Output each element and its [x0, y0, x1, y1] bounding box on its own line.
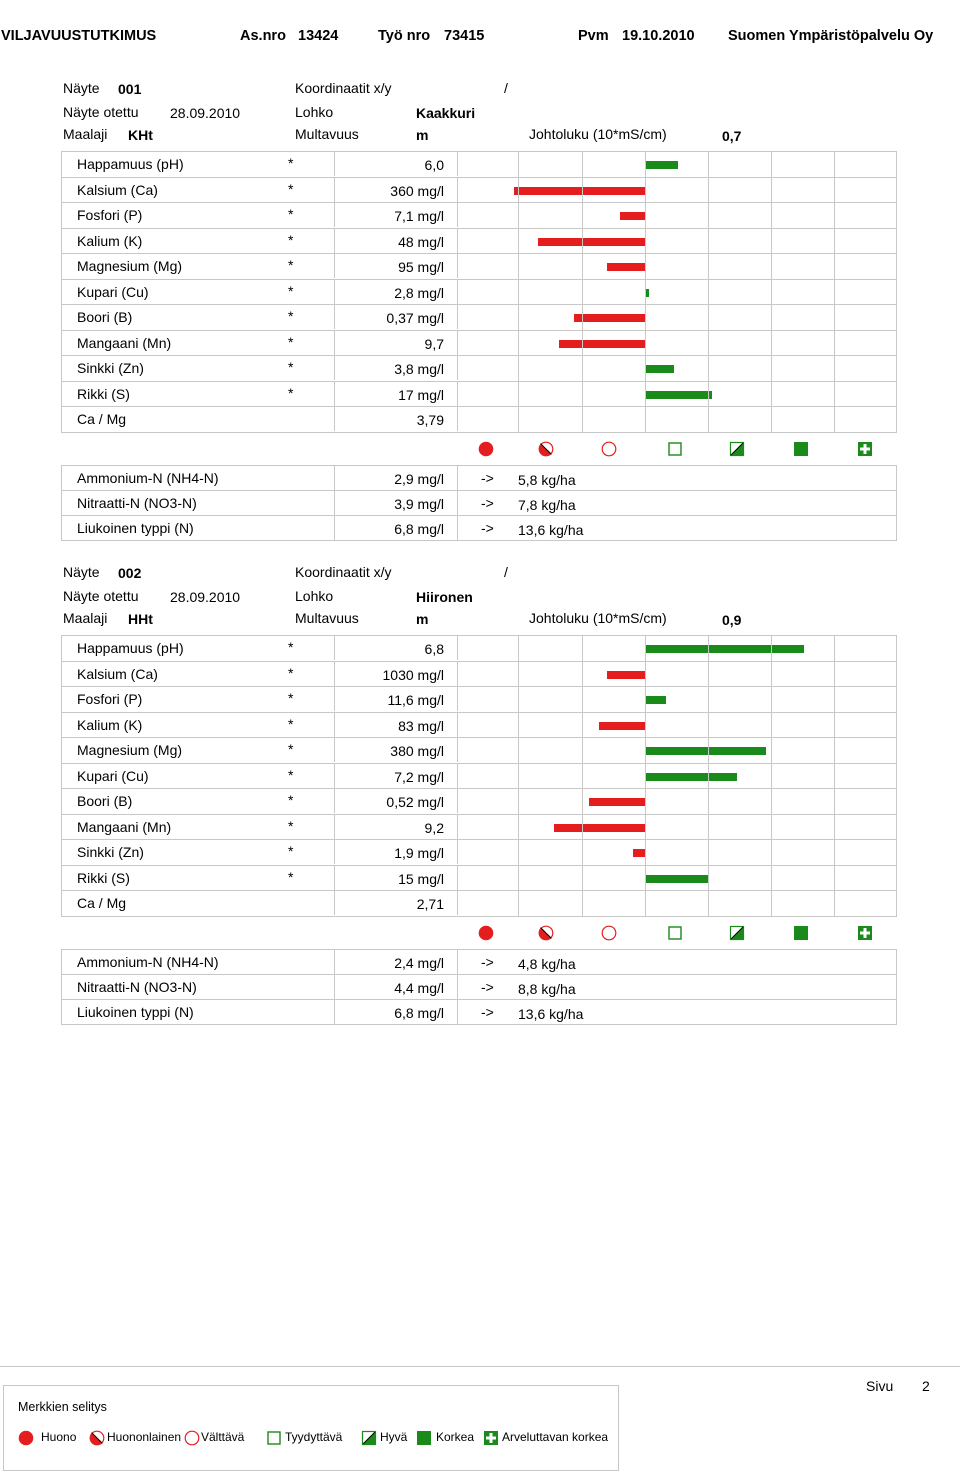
huononlainen-icon: [89, 1430, 105, 1446]
huono-icon: [478, 441, 494, 457]
tyydyttava-icon: [667, 441, 683, 457]
nitrogen-name: Liukoinen typpi (N): [77, 520, 194, 536]
accredited-mark: *: [288, 792, 294, 808]
value-cell: [334, 151, 458, 176]
accredited-mark: *: [288, 766, 294, 783]
conductivity-label: Johtoluku (10*mS/cm): [529, 126, 667, 142]
level-bar: [646, 391, 712, 399]
value-cell: [334, 999, 458, 1024]
nutrient-name: Magnesium (Mg): [77, 742, 183, 758]
nutrient-value: 11,6 mg/l: [387, 692, 444, 708]
value-cell: [334, 279, 458, 304]
nutrient-name: Sinkki (Zn): [77, 844, 144, 860]
sample-label: Näyte: [63, 564, 100, 580]
nutrient-name: Kupari (Cu): [77, 283, 149, 300]
table-row: [61, 950, 897, 975]
nutrient-name: Magnesium (Mg): [77, 258, 183, 274]
grid-line: [708, 636, 709, 917]
grid-line: [771, 152, 772, 433]
nutrient-value: 95 mg/l: [398, 259, 444, 275]
coords-label: Koordinaatit x/y: [295, 564, 392, 580]
legend-title: Merkkien selitys: [18, 1400, 107, 1414]
nutrient-value: 3,8 mg/l: [394, 361, 444, 377]
level-bar: [559, 340, 646, 348]
accredited-mark: *: [288, 282, 294, 299]
nutrient-value: 9,2: [424, 819, 444, 836]
accredited-mark: *: [288, 206, 294, 222]
level-bar: [514, 187, 646, 195]
sample-date: 28.09.2010: [170, 589, 241, 605]
korkea-icon: [793, 925, 809, 941]
nutrient-name: Happamuus (pH): [77, 640, 184, 656]
humus-value: m: [416, 611, 429, 627]
nutrient-value: 2,71: [416, 896, 444, 912]
nitrogen-value: 6,8 mg/l: [394, 1005, 444, 1021]
korkea-icon: [793, 441, 809, 457]
valttava-icon: [601, 441, 617, 457]
parcel-label: Lohko: [295, 104, 334, 120]
grid-line: [834, 636, 835, 917]
level-bar: [646, 747, 766, 755]
coords-label: Koordinaatit x/y: [295, 80, 392, 96]
legend-label: Korkea: [436, 1430, 475, 1444]
nutrient-name: Sinkki (Zn): [77, 360, 144, 376]
value-cell: [334, 635, 458, 660]
pvm-value: 19.10.2010: [622, 28, 695, 44]
huono-icon: [478, 925, 494, 941]
accredited-mark: *: [288, 231, 294, 248]
value-cell: [334, 661, 458, 686]
tyonro-label: Työ nro: [378, 28, 431, 44]
coords-slash: /: [504, 80, 508, 96]
nutrient-name: Mangaani (Mn): [77, 818, 172, 835]
tyonro-value: 73415: [444, 28, 485, 44]
parcel-name: Hiironen: [416, 589, 473, 605]
nutrient-name: Kupari (Cu): [77, 767, 149, 784]
level-bar: [646, 696, 666, 704]
legend-label: Hyvä: [380, 1430, 408, 1444]
page-number: 2: [922, 1378, 930, 1394]
nitrogen-kg: 13,6 kg/ha: [518, 522, 584, 538]
sample-id: 002: [118, 565, 142, 581]
arrow-label: ->: [481, 1004, 494, 1020]
nutrient-name: Ca / Mg: [77, 895, 127, 911]
analysis-table: [61, 151, 897, 433]
table-row: [61, 516, 897, 541]
value-cell: [334, 839, 458, 864]
legend-label: Välttävä: [201, 1430, 245, 1444]
soil-label: Maalaji: [63, 126, 108, 142]
level-bar: [589, 798, 646, 806]
footer-divider: [0, 1366, 960, 1367]
nitrogen-value: 6,8 mg/l: [394, 521, 444, 537]
soil-type: KHt: [128, 127, 153, 143]
nutrient-name: Happamuus (pH): [77, 156, 184, 172]
accredited-mark: *: [288, 741, 294, 757]
coords-slash: /: [504, 564, 508, 580]
legend-label: Huononlainen: [107, 1430, 182, 1444]
humus-label: Multavuus: [295, 610, 359, 626]
nutrient-value: 360 mg/l: [390, 182, 444, 199]
lab-name: VILJAVUUSTUTKIMUS: [1, 28, 157, 44]
accredited-mark: *: [288, 690, 294, 706]
humus-value: m: [416, 127, 429, 143]
nitrogen-value: 3,9 mg/l: [394, 496, 444, 512]
value-cell: [334, 515, 458, 540]
value-cell: [334, 686, 458, 711]
hyva-icon: [729, 925, 745, 941]
grid-line: [582, 636, 583, 917]
level-bar: [646, 875, 709, 883]
value-cell: [334, 465, 458, 490]
grid-line: [645, 636, 646, 917]
nitrogen-value: 2,9 mg/l: [394, 471, 444, 487]
nutrient-value: 83 mg/l: [398, 717, 444, 734]
arrow-label: ->: [481, 495, 494, 511]
level-bar: [620, 212, 646, 220]
value-cell: [334, 737, 458, 762]
nitrogen-kg: 7,8 kg/ha: [518, 497, 576, 513]
value-cell: [334, 228, 458, 253]
value-cell: [334, 490, 458, 515]
tyydyttava-icon: [266, 1430, 282, 1446]
level-bar: [554, 824, 646, 832]
sample-id: 001: [118, 81, 142, 97]
conductivity-label: Johtoluku (10*mS/cm): [529, 610, 667, 626]
nutrient-name: Kalsium (Ca): [77, 181, 158, 198]
value-cell: [334, 788, 458, 813]
arrow-label: ->: [481, 954, 494, 970]
accredited-mark: *: [288, 639, 294, 655]
nutrient-name: Kalium (K): [77, 232, 143, 249]
table-row: [61, 1000, 897, 1025]
accredited-mark: *: [288, 715, 294, 732]
nutrient-name: Kalium (K): [77, 716, 143, 733]
value-cell: [334, 865, 458, 890]
nutrient-value: 6,8: [424, 641, 444, 657]
accredited-mark: *: [288, 257, 294, 273]
value-cell: [334, 381, 458, 406]
nutrient-name: Kalsium (Ca): [77, 665, 158, 682]
value-cell: [334, 355, 458, 380]
valttava-icon: [184, 1430, 200, 1446]
soil-type: HHt: [128, 611, 153, 627]
sample-label: Näyte: [63, 80, 100, 96]
soil-label: Maalaji: [63, 610, 108, 626]
nitrogen-kg: 8,8 kg/ha: [518, 981, 576, 997]
accredited-mark: *: [288, 359, 294, 375]
nitrogen-name: Ammonium-N (NH4-N): [77, 954, 219, 970]
level-bar: [646, 365, 674, 373]
level-bar: [646, 645, 804, 653]
korkea-icon: [416, 1430, 432, 1446]
arrow-label: ->: [481, 470, 494, 486]
huono-icon: [18, 1430, 34, 1446]
nitrogen-value: 2,4 mg/l: [394, 955, 444, 971]
level-bar: [646, 773, 737, 781]
value-cell: [334, 890, 458, 915]
pvm-label: Pvm: [578, 28, 609, 44]
accredited-mark: *: [288, 180, 294, 197]
analysis-table: [61, 635, 897, 917]
sampled-label: Näyte otettu: [63, 588, 139, 604]
accredited-mark: *: [288, 843, 294, 859]
nutrient-name: Fosfori (P): [77, 691, 143, 707]
nutrient-value: 3,79: [416, 412, 444, 428]
level-bar: [646, 289, 649, 297]
conductivity-value: 0,9: [722, 612, 742, 628]
grid-line: [518, 636, 519, 917]
nutrient-value: 48 mg/l: [398, 233, 444, 250]
grid-line: [582, 152, 583, 433]
asnro-value: 13424: [298, 28, 339, 44]
nitrogen-name: Liukoinen typpi (N): [77, 1004, 194, 1020]
level-bar: [538, 238, 646, 246]
nitrogen-name: Nitraatti-N (NO3-N): [77, 495, 197, 511]
nutrient-value: 15 mg/l: [398, 870, 444, 887]
legend-box: [3, 1385, 619, 1471]
nutrient-name: Ca / Mg: [77, 411, 127, 427]
grid-line: [834, 152, 835, 433]
value-cell: [334, 763, 458, 788]
arveluttavan-korkea-icon: [483, 1430, 499, 1446]
value-cell: [334, 304, 458, 329]
valttava-icon: [601, 925, 617, 941]
arveluttavan-korkea-icon: [857, 925, 873, 941]
value-cell: [334, 202, 458, 227]
grid-line: [645, 152, 646, 433]
nutrient-value: 0,52 mg/l: [386, 794, 444, 810]
hyva-icon: [729, 441, 745, 457]
legend-label: Tyydyttävä: [285, 1430, 343, 1444]
nutrient-name: Rikki (S): [77, 869, 130, 886]
level-bar: [607, 263, 646, 271]
accredited-mark: *: [288, 868, 294, 885]
value-cell: [334, 177, 458, 202]
nutrient-value: 380 mg/l: [390, 743, 444, 759]
nutrient-value: 17 mg/l: [398, 386, 444, 403]
arrow-label: ->: [481, 520, 494, 536]
value-cell: [334, 406, 458, 431]
accredited-mark: *: [288, 308, 294, 324]
accredited-mark: *: [288, 155, 294, 171]
grid-line: [518, 152, 519, 433]
page-label: Sivu: [866, 1378, 894, 1394]
parcel-label: Lohko: [295, 588, 334, 604]
accredited-mark: *: [288, 817, 294, 834]
value-cell: [334, 974, 458, 999]
nutrient-name: Boori (B): [77, 309, 133, 325]
legend-label: Huono: [41, 1430, 77, 1444]
accredited-mark: *: [288, 333, 294, 350]
value-cell: [334, 949, 458, 974]
table-row: [61, 491, 897, 516]
asnro-label: As.nro: [240, 28, 286, 44]
nutrient-name: Boori (B): [77, 793, 133, 809]
hyva-icon: [361, 1430, 377, 1446]
value-cell: [334, 253, 458, 278]
nutrient-value: 2,8 mg/l: [394, 284, 444, 301]
nutrient-value: 6,0: [424, 157, 444, 173]
accredited-mark: *: [288, 384, 294, 401]
level-bar: [574, 314, 646, 322]
nitrogen-kg: 5,8 kg/ha: [518, 472, 576, 488]
nutrient-value: 1030 mg/l: [382, 666, 444, 683]
nitrogen-value: 4,4 mg/l: [394, 980, 444, 996]
arrow-label: ->: [481, 979, 494, 995]
sample-date: 28.09.2010: [170, 105, 241, 121]
value-cell: [334, 330, 458, 355]
table-row: [61, 466, 897, 491]
nitrogen-name: Ammonium-N (NH4-N): [77, 470, 219, 486]
nitrogen-kg: 13,6 kg/ha: [518, 1006, 584, 1022]
table-row: [61, 975, 897, 1000]
grid-line: [708, 152, 709, 433]
conductivity-value: 0,7: [722, 128, 742, 144]
nitrogen-kg: 4,8 kg/ha: [518, 956, 576, 972]
nutrient-value: 0,37 mg/l: [386, 310, 444, 326]
nitrogen-table: [61, 949, 897, 1025]
nutrient-name: Fosfori (P): [77, 207, 143, 223]
nutrient-name: Mangaani (Mn): [77, 334, 172, 351]
huononlainen-icon: [538, 925, 554, 941]
humus-label: Multavuus: [295, 126, 359, 142]
nitrogen-name: Nitraatti-N (NO3-N): [77, 979, 197, 995]
sampled-label: Näyte otettu: [63, 104, 139, 120]
nutrient-value: 1,9 mg/l: [394, 845, 444, 861]
parcel-name: Kaakkuri: [416, 105, 476, 121]
level-bar: [646, 161, 678, 169]
level-bar: [599, 722, 646, 730]
huononlainen-icon: [538, 441, 554, 457]
nutrient-value: 9,7: [424, 335, 444, 352]
nutrient-value: 7,1 mg/l: [394, 208, 444, 224]
accredited-mark: *: [288, 664, 294, 681]
grid-line: [771, 636, 772, 917]
company-name: Suomen Ympäristöpalvelu Oy: [728, 28, 934, 44]
nutrient-name: Rikki (S): [77, 385, 130, 402]
tyydyttava-icon: [667, 925, 683, 941]
nitrogen-table: [61, 465, 897, 541]
nutrient-value: 7,2 mg/l: [394, 768, 444, 785]
value-cell: [334, 712, 458, 737]
level-bar: [607, 671, 646, 679]
legend-label: Arveluttavan korkea: [502, 1430, 609, 1444]
arveluttavan-korkea-icon: [857, 441, 873, 457]
value-cell: [334, 814, 458, 839]
